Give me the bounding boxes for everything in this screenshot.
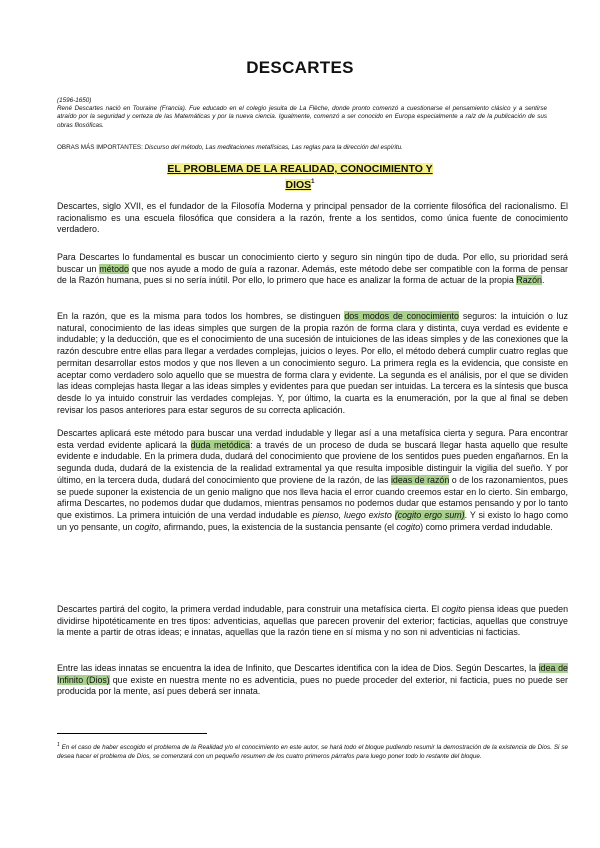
section-heading-line1: EL PROBLEMA DE LA REALIDAD, CONOCIMIENTO Y bbox=[167, 163, 433, 175]
author-years: (1596-1650) bbox=[57, 97, 92, 104]
p4-text-a: Descartes aplicará este método para buscar una verdad indudable y llegar así a una metafísica cierta y segura. Para encontrar esta verdad evidente aplicará la bbox=[57, 428, 568, 450]
p4-text-e: , afirmando, pues, la existencia de la sustancia pensante (el bbox=[158, 521, 397, 532]
paragraph-1 bbox=[57, 201, 568, 236]
p4-text-c: o de los razonamientos, pues se puede suponer la existencia de un genio maligno que nos lleva hacia el error cuando creemos estar en lo cierto. Sin embargo, afirma Descartes, no podemos dudar que dudamos, mientras pensamos no podemos dudar que estamos pensando y por lo tanto que existimos. La primera intuición de una verdad indudable es bbox=[57, 474, 568, 520]
p6-text-a: Entre las ideas innatas se encuentra la idea de Infinito, que Descartes identifica con la idea de Dios. Según Descartes, la bbox=[57, 663, 539, 673]
section-heading bbox=[150, 163, 450, 192]
highlight-razon: Razón bbox=[516, 275, 542, 286]
paragraph-6 bbox=[57, 663, 568, 698]
p4-text-f: ) como primera verdad indudable. bbox=[420, 521, 553, 532]
p4-italic-cogito-1: cogito bbox=[134, 521, 159, 532]
p5-text-b: piensa ideas que pueden dividirse hipotéticamente en tres tipos: adventicias, aquellas que parecen provenir del exterior; facticias, aquellas que construye la mente a partir de otras ideas; e innatas, aquellas que la razón tiene en sí misma y no son ni adventicias ni facticias. bbox=[57, 604, 569, 638]
highlight-ideas-razon: ideas de razón bbox=[390, 474, 450, 485]
paragraph-4 bbox=[57, 428, 568, 533]
p2-text-b: que nos ayude a modo de guía a razonar. Además, este método debe ser compatible con la forma de pensar de la Razón humana, pues si no sería inútil. Por ello, lo primero que hace es analizar la forma de actuar de la propia bbox=[57, 263, 568, 286]
highlight-metodo: método bbox=[99, 263, 129, 274]
p4-text-b: : a través de un proceso de duda se buscará llegar hasta aquello que resulte evidente e indudable. En la primera duda, dudará del conocimiento que proviene de los sentidos pues pueden engañarnos. En la segunda duda, dudará de la existencia de la realidad extramental ya que resulta imposible distinguir la vigilia del sueño. Y por último, en la tercera duda, dudará del conocimiento que proviene de la razón, de las bbox=[57, 439, 568, 485]
p6-text-b: que existe en nuestra mente no es adventicia, pues no puede proceder del exterior, ni facticia, pues no puede ser producida por la mente, así pues deberá ser innata. bbox=[57, 674, 569, 697]
page-title: DESCARTES bbox=[246, 58, 354, 77]
highlight-idea-infinito: idea de Infinito (Dios) bbox=[57, 663, 568, 685]
paragraph-5 bbox=[57, 604, 568, 639]
paragraph-2 bbox=[57, 252, 568, 287]
footnote-separator bbox=[57, 733, 207, 734]
footnote-mark: 1 bbox=[57, 742, 60, 748]
highlight-duda-metodica: duda metódica bbox=[190, 439, 251, 450]
footnote bbox=[57, 741, 568, 761]
paragraph-3 bbox=[57, 311, 568, 416]
highlight-modos-conocimiento: dos modos de conocimiento bbox=[344, 311, 459, 321]
p4-italic-cogito-2: cogito bbox=[396, 521, 421, 532]
p3-text-a: En la razón, que es la misma para todos los hombres, se distinguen bbox=[57, 311, 345, 321]
p4-italic-pienso: pienso, luego existo bbox=[312, 509, 392, 520]
author-bio bbox=[57, 97, 547, 130]
highlight-cogito-ergo-sum: (cogito ergo sum) bbox=[394, 509, 465, 520]
footnote-ref[interactable]: 1 bbox=[311, 179, 315, 185]
p5-text-a: Descartes partirá del cogito, la primera verdad indudable, para construir una metafísica cierta. El bbox=[57, 604, 442, 614]
section-heading-line2: DIOS bbox=[285, 178, 312, 191]
important-works bbox=[57, 144, 547, 152]
works-list: Discurso del método, Las meditaciones metafísicas, Las reglas para la dirección del espíritu. bbox=[144, 144, 403, 151]
works-label: OBRAS MÁS IMPORTANTES: bbox=[57, 144, 143, 151]
author-bio-text: René Descartes nació en Touraine (Francia). Fue educado en el colegio jesuita de La Flèche, donde pronto comenzó a cuestionarse el pensamiento clásico y a sentirse atraído por la seguridad y certeza de las Matemáticas y por la nueva ciencia. Igualmente, comenzó a ser conocido en Europa especialmente a raíz de la publicación de sus obras filosóficas. bbox=[57, 105, 547, 129]
p2-text-c: . bbox=[541, 275, 545, 286]
p1-text: Descartes, siglo XVII, es el fundador de la Filosofía Moderna y principal pensador de la corriente filosófica del racionalismo. El racionalismo es una escuela filosófica que considera a la razón, frente a los sentidos, como única fuente de conocimiento verdadero. bbox=[57, 201, 568, 235]
p4-text-d: . Y si existo lo hago como un yo pensante, un bbox=[57, 509, 569, 532]
p5-italic-cogito: cogito bbox=[441, 604, 466, 614]
footnote-text: En el caso de haber escogido el problema de la Realidad y/o el conocimiento en este autor, se hará todo el bloque pudiendo resumir la demostración de la existencia de Dios. Si se desea hacer el problema de Dios, se comenzará con un pequeño resumen de los cuatro primeros párrafos para luego poner todo lo restante del bloque. bbox=[57, 744, 568, 760]
p3-text-b: seguros: la intuición o luz natural, conocimiento de las ideas simples que surgen de la propia razón de forma clara y distinta, cuya verdad es evidente e indudable; y la deducción, que es el conocimiento de una sucesión de intuiciones de las ideas simples y de las conexiones que la razón descubre entre ellas para llegar a verdades complejas, juicios o leyes. Por ello, el método deberá cumplir cuatro reglas que permitan desarrollar estos modos y que nos lleven a un conocimiento seguro. La primera regla es la evidencia, que consiste en aceptar como verdadero solo aquello que se muestra de forma clara y evidente. La segunda es el análisis, por el que se dividen las ideas complejas hasta llegar a las ideas simples y evidentes para que puedan ser intuidas. La tercera es la síntesis que busca desde lo ya intuido construir las verdades complejas. Y, por último, la cuarta es la enumeración, por la que al final se deben revisar los pasos anteriores para estar seguros de su correcta aplicación. bbox=[57, 311, 568, 415]
p2-text-a: Para Descartes lo fundamental es buscar un conocimiento cierto y seguro sin ningún tipo de duda. Por ello, su prioridad será buscar un bbox=[57, 252, 568, 274]
